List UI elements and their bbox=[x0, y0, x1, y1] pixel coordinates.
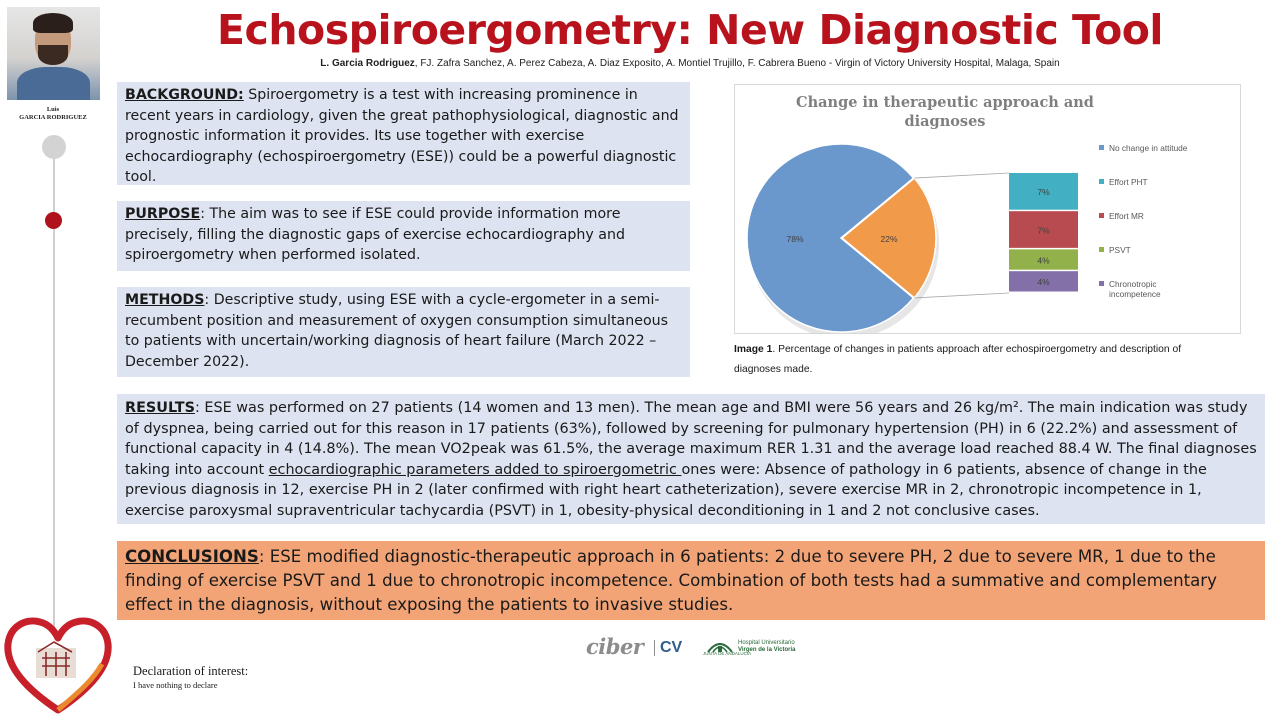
legend-item bbox=[1099, 245, 1131, 255]
breakdown-bar-label: 4% bbox=[1037, 277, 1050, 288]
connector-line-top bbox=[914, 173, 1009, 178]
presenter-name bbox=[0, 106, 106, 122]
caption-label: Image 1 bbox=[734, 344, 773, 355]
heart-logo-icon bbox=[2, 612, 114, 716]
hospital-logo-text bbox=[738, 640, 795, 654]
pie-label-no-change: 78% bbox=[786, 234, 804, 244]
pie-chart-panel bbox=[734, 84, 1241, 334]
co-authors: , FJ. Zafra Sanchez, A. Perez Cabeza, A. Diaz Exposito, A. Montiel Trujillo, F. Cabrera Bueno - Virgin of Victory University Hospital, Malaga, Spain bbox=[414, 58, 1060, 69]
legend-swatch bbox=[1099, 213, 1104, 218]
results-text-b: ones were: Absence of pathology in 6 patients, absence of change in the previous diagnosis in 12, exercise PH in 2 (later confirmed with right heart catheterization), severe exercise MR in 2, chronotropic incompetence in 1, exercise paroxysmal supraventricular tachycardia (PSVT) in 1, obesity-physical deconditioning in 1 and 2 not conclusive cases. bbox=[125, 461, 1207, 519]
figure-caption bbox=[734, 340, 1204, 380]
junta-label: JUNTA DE ANDALUCIA bbox=[703, 651, 752, 656]
poster-title: Echospiroergometry: New Diagnostic Tool bbox=[217, 6, 1163, 54]
conclusions-section bbox=[117, 541, 1265, 620]
results-text-a: : ESE was performed on 27 patients (14 women and 13 men). The mean age and BMI were 56 years and 26 kg/m². The main indication was study of dyspnea, being carried out for this reason in 17 patients (63%), followed by screening for pulmonary hypertension (PH) in 6 (22.2%) and assessment of functional capacity in 4 (14.8%). The mean VO2peak was 61.5%, the average maximum RER 1.31 and the average load reached 88.4 W. The final diagnoses taking into account bbox=[125, 400, 1257, 478]
results-section bbox=[117, 394, 1265, 524]
background-label: BACKGROUND: bbox=[125, 87, 244, 103]
legend-item bbox=[1099, 211, 1144, 221]
presenter-first-name: Luis bbox=[46, 106, 60, 113]
declaration-text: I have nothing to declare bbox=[133, 680, 218, 690]
legend-item bbox=[1099, 143, 1187, 153]
conclusions-label: CONCLUSIONS bbox=[125, 547, 259, 566]
purpose-label: PURPOSE bbox=[125, 206, 201, 222]
legend-swatch bbox=[1099, 145, 1104, 150]
chart-title: Change in therapeutic approach and diagnoses bbox=[796, 94, 1094, 130]
hospital-line-2: Virgen de la Victoria bbox=[738, 647, 796, 653]
breakdown-bar-label: 4% bbox=[1037, 255, 1050, 266]
declaration-title: Declaration of interest: bbox=[133, 664, 249, 678]
lead-author: L. Garcia Rodriguez bbox=[320, 58, 415, 69]
legend-swatch bbox=[1099, 179, 1104, 184]
cv-logo: CV bbox=[660, 639, 683, 656]
legend-item bbox=[1099, 279, 1209, 299]
background-text: Spiroergometry is a test with increasing prominence in recent years in cardiology, given the great pathophysiological, diagnostic and prognostic information it provides. Its use together with exercise echocardiography (echospiroergometry (ESE)) could be a powerful diagnostic tool. bbox=[125, 87, 679, 185]
results-label: RESULTS bbox=[125, 400, 195, 416]
logo-divider bbox=[654, 640, 655, 656]
legend-label: No change in attitude bbox=[1109, 143, 1188, 153]
ciber-logo: ciber bbox=[586, 634, 644, 659]
connector-line-bottom bbox=[914, 293, 1009, 298]
conclusions-text: : ESE modified diagnostic-therapeutic approach in 6 patients: 2 due to severe PH, 2 due to severe MR, 1 due to the finding of exercise PSVT and 1 due to chronotropic incompetence. Combination of both tests had a summative and complementary effect in the diagnosis, without exposing the patients to invasive studies. bbox=[125, 547, 1217, 614]
methods-section bbox=[117, 287, 690, 377]
legend-item bbox=[1099, 177, 1148, 187]
presenter-last-name: GARCIA RODRIGUEZ bbox=[19, 114, 87, 121]
background-section bbox=[117, 82, 690, 185]
legend-label: PSVT bbox=[1109, 245, 1131, 255]
legend-label: Effort MR bbox=[1109, 211, 1144, 221]
timeline-dot-grey bbox=[42, 135, 66, 159]
legend-swatch bbox=[1099, 247, 1104, 252]
purpose-text: : The aim was to see if ESE could provide information more precisely, filling the diagnostic gaps of exercise echocardiography and spiroergometry when performed isolated. bbox=[125, 206, 625, 263]
legend-label: Chronotropic incompetence bbox=[1109, 279, 1161, 299]
methods-label: METHODS bbox=[125, 292, 205, 308]
breakdown-bar-label: 7% bbox=[1037, 225, 1050, 236]
author-line bbox=[100, 58, 1280, 69]
breakdown-bar-label: 7% bbox=[1037, 187, 1050, 198]
presenter-photo bbox=[7, 7, 100, 100]
methods-text: : Descriptive study, using ESE with a cycle-ergometer in a semi-recumbent position and measurement of oxygen consumption simultaneous to patients with uncertain/working diagnosis of heart failure (March 2022 – December 2022). bbox=[125, 292, 669, 370]
timeline-dot-red bbox=[45, 212, 62, 229]
hospital-line-1: Hospital Universitario bbox=[738, 640, 795, 646]
legend-swatch bbox=[1099, 281, 1104, 286]
caption-text: . Percentage of changes in patients approach after echospiroergometry and description of diagnoses made. bbox=[734, 344, 1182, 375]
pie-label-change: 22% bbox=[880, 234, 898, 244]
results-text-underlined: echocardiographic parameters added to spiroergometric bbox=[268, 461, 682, 478]
legend-label: Effort PHT bbox=[1109, 177, 1148, 187]
purpose-section bbox=[117, 201, 690, 271]
